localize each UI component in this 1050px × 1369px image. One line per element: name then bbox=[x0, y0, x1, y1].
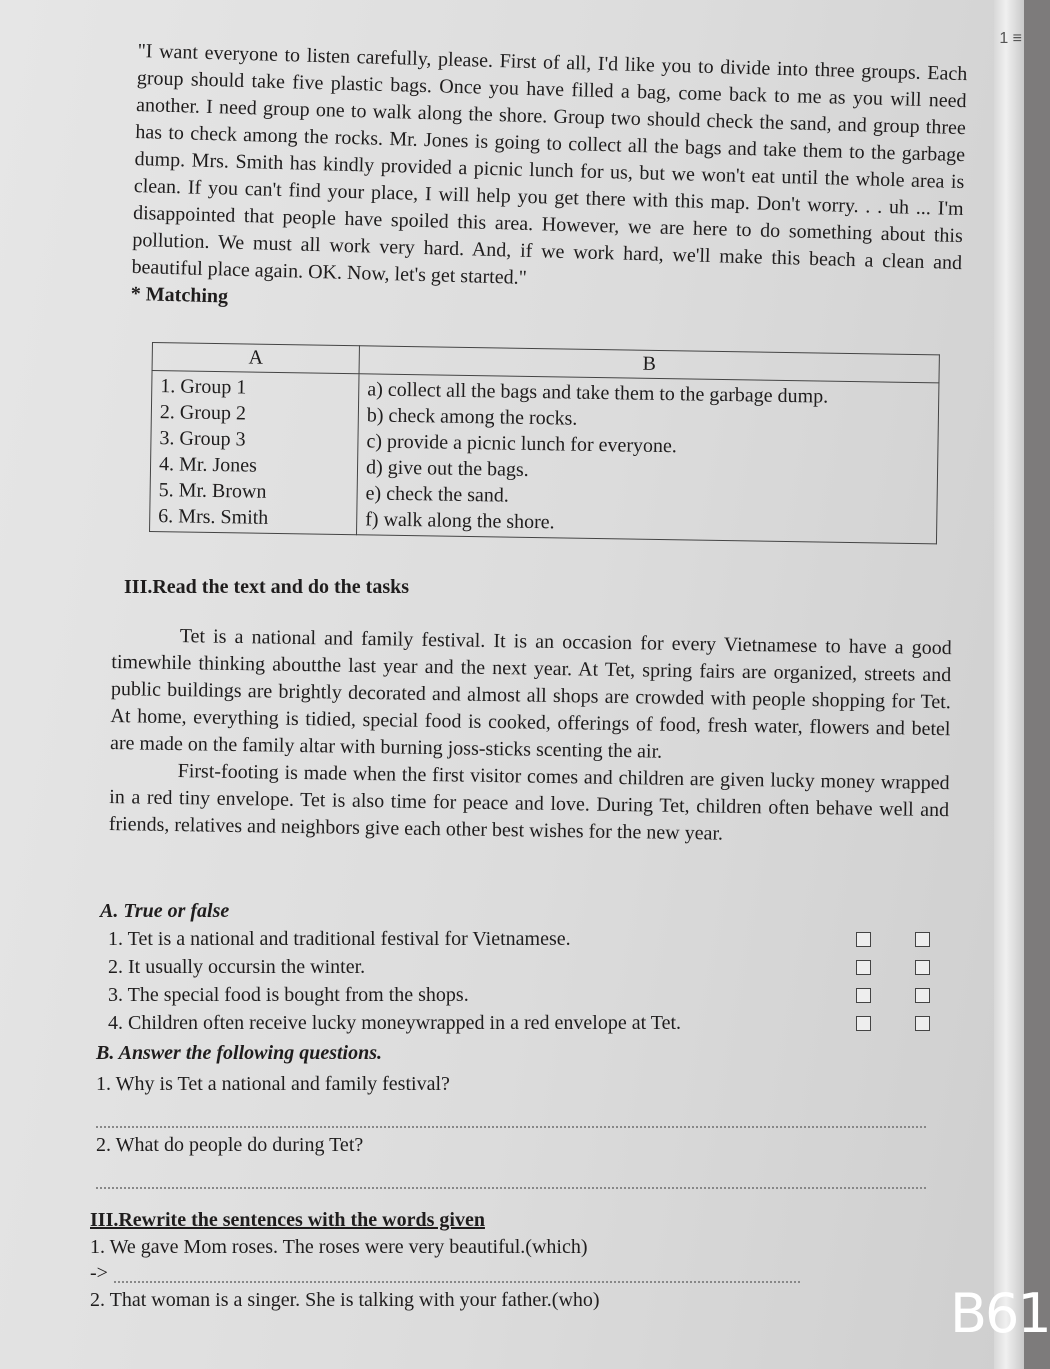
false-checkbox[interactable] bbox=[915, 932, 930, 947]
true-false-title: A. True or false bbox=[100, 900, 230, 922]
false-checkbox[interactable] bbox=[915, 960, 930, 975]
questions-title: B. Answer the following questions. bbox=[96, 1042, 382, 1064]
column-a-header: A bbox=[152, 343, 359, 374]
passage-paragraph: Tet is a national and family festival. It is an occasion for every Vietnamese to have a good timewhile thinking aboutthe last year and the next year. At Tet, spring fairs are organized, streets and public buildings are brightly decorated and almost all shops are crowded with people shopping for Tet. At home, everything is tidied, special food is cooked, offerings of food, fresh water, flowers and betel are made on the family altar with burning joss-sticks scenting the air. bbox=[109, 625, 952, 763]
tf-statement: 4. Children often receive lucky moneywrapped in a red envelope at Tet. bbox=[108, 1011, 682, 1034]
tf-row bbox=[100, 925, 930, 953]
answer-line[interactable] bbox=[114, 1265, 800, 1283]
true-checkbox[interactable] bbox=[856, 932, 871, 947]
true-false-section bbox=[100, 898, 930, 1037]
column-a-item: 6. Mrs. Smith bbox=[158, 505, 269, 529]
false-checkbox[interactable] bbox=[915, 988, 930, 1003]
column-a-item: 1. Group 1 bbox=[160, 375, 247, 399]
column-a-item: 3. Group 3 bbox=[159, 427, 246, 451]
questions-section bbox=[96, 1040, 926, 1193]
rewrite-title: III.Rewrite the sentences with the words given bbox=[90, 1209, 485, 1231]
margin-marks: 1 ≡ bbox=[999, 30, 1022, 47]
listening-transcript bbox=[130, 38, 967, 331]
tf-statement: 1. Tet is a national and traditional festival for Vietnamese. bbox=[108, 927, 571, 950]
tf-statement: 2. It usually occursin the winter. bbox=[108, 955, 366, 978]
column-b-item: c) provide a picnic lunch for everyone. bbox=[366, 430, 678, 458]
matching-table bbox=[149, 342, 940, 544]
tf-row bbox=[100, 1009, 930, 1037]
transcript-text: "I want everyone to listen carefully, please. First of all, I'd like you to divide into three groups. Each group should take five plastic bags. Once you have filled a bag, come back to me as you will need another. I need group one to walk along the shore. Group two should check the sand, and group three has to check among the rocks. Mr. Jones is going to collect all the bags and take them to the garbage dump. Mrs. Smith has kindly provided a picnic lunch for us, but we won't eat until the whole area is clean. If you can't find your place, I will help you get there with this map. Don't worry. . . uh ... I'm disappointed that people have spoiled this area. However, we are here to do something about this pollution. We must all work very hard. And, if we work hard, we'll make this beach a clean and beautiful place again. OK. Now, let's get started." bbox=[131, 39, 968, 289]
question: 1. Why is Tet a national and family festival? bbox=[96, 1073, 450, 1095]
rewrite-section bbox=[90, 1207, 800, 1314]
column-b-item: e) check the sand. bbox=[365, 482, 510, 507]
rewrite-sentence: 1. We gave Mom roses. The roses were very beautiful.(which) bbox=[90, 1236, 588, 1258]
arrow-marker: -> bbox=[90, 1262, 108, 1284]
true-checkbox[interactable] bbox=[856, 1016, 871, 1031]
reading-passage bbox=[109, 622, 952, 851]
rewrite-answer-row bbox=[90, 1261, 800, 1287]
true-checkbox[interactable] bbox=[856, 960, 871, 975]
column-b-item: d) give out the bags. bbox=[365, 456, 529, 481]
handwritten-note: B61 bbox=[950, 1282, 1050, 1345]
answer-line[interactable] bbox=[96, 1098, 926, 1128]
rewrite-sentence: 2. That woman is a singer. She is talking with your father.(who) bbox=[90, 1289, 600, 1311]
column-a-item: 2. Group 2 bbox=[159, 401, 247, 425]
column-b-items bbox=[356, 374, 938, 544]
answer-line[interactable] bbox=[96, 1159, 926, 1189]
column-a-item: 4. Mr. Jones bbox=[158, 453, 258, 477]
passage-paragraph: First-footing is made when the first visitor comes and children are given lucky money wrapped in a red tiny envelope. Tet is also time for peace and love. During Tet, children often behave well and friends, relatives and neighbors give each other best wishes for the new year. bbox=[108, 760, 950, 845]
column-b-header: B bbox=[359, 346, 939, 383]
true-checkbox[interactable] bbox=[856, 988, 871, 1003]
column-b-item: b) check among the rocks. bbox=[366, 404, 578, 430]
question: 2. What do people do during Tet? bbox=[96, 1134, 364, 1156]
column-a-item: 5. Mr. Brown bbox=[158, 479, 267, 503]
false-checkbox[interactable] bbox=[915, 1016, 930, 1031]
tf-row bbox=[100, 953, 930, 981]
matching-label: * Matching bbox=[130, 282, 229, 308]
page-edge bbox=[994, 0, 1024, 1369]
section-title-reading: III.Read the text and do the tasks bbox=[124, 576, 410, 598]
column-b-item: f) walk along the shore. bbox=[365, 508, 555, 534]
tf-row bbox=[100, 981, 930, 1009]
column-a-items bbox=[150, 371, 360, 535]
tf-statement: 3. The special food is bought from the shops. bbox=[108, 983, 469, 1006]
column-b-item: a) collect all the bags and take them to the garbage dump. bbox=[367, 378, 829, 408]
